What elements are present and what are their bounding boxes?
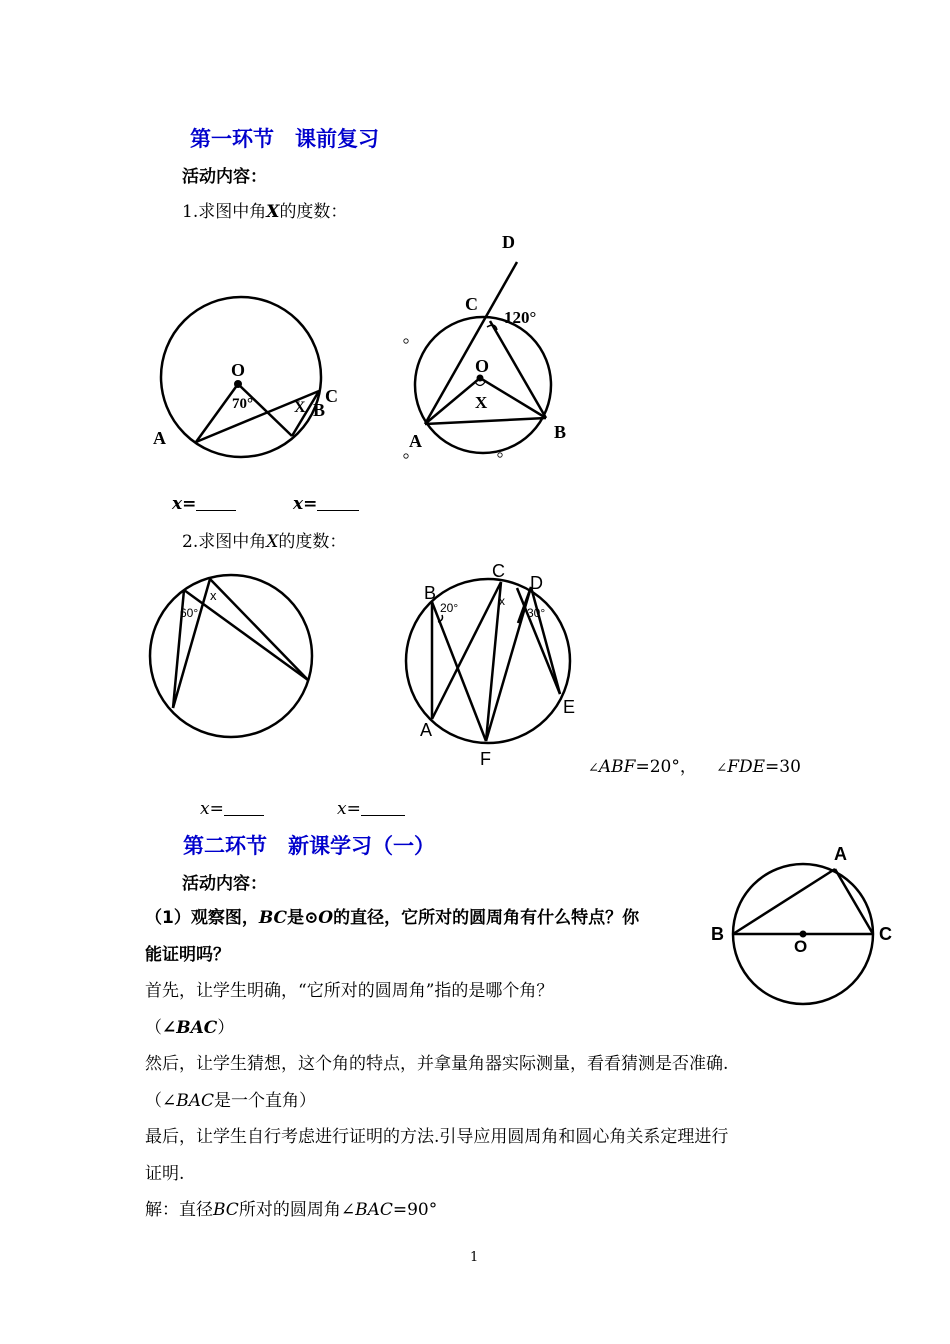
fig2-label-x: X	[475, 393, 488, 412]
fig4-angle-2: 30°	[527, 606, 546, 620]
fig2-label-c: C	[465, 294, 478, 314]
fig5-label-o: O	[794, 937, 808, 956]
paragraph-proof: 证明.	[145, 1164, 185, 1184]
fig1-angle: 70°	[232, 396, 253, 412]
fig5-label-a: A	[834, 844, 847, 864]
fig5-label-b: B	[711, 924, 724, 944]
fig1-label-a: A	[153, 428, 166, 448]
fig1-label-o: O	[231, 360, 246, 380]
fig1-label-x: X	[294, 399, 306, 416]
q1-answer-2: x=	[293, 494, 359, 514]
q2-angle-note: ∠ABF=20°， ∠FDE=30	[588, 757, 801, 777]
fig5-label-c: C	[879, 924, 892, 944]
activity-label-2: 活动内容：	[182, 874, 267, 894]
fig3-angle: 60°	[180, 606, 199, 620]
fig1-label-c: C	[325, 386, 338, 406]
question-2: 2.求图中角X的度数：	[182, 532, 347, 552]
fig2-label-a: A	[409, 431, 422, 451]
question-1: 1.求图中角X的度数：	[182, 202, 348, 222]
fig4-label-a: A	[420, 720, 433, 740]
activity-label-1: 活动内容：	[182, 167, 267, 187]
q2-answer-2: x=	[337, 799, 405, 819]
paragraph-then: 然后，让学生猜想，这个角的特点，并拿量角器实际测量，看看猜测是否准确.	[145, 1054, 729, 1074]
page-number: 1	[470, 1250, 479, 1265]
paragraph-first: 首先，让学生明确，“它所对的圆周角”指的是哪个角？	[145, 981, 554, 1001]
fig4-label-d: D	[530, 573, 543, 593]
fig2-angle: 120°	[504, 308, 537, 327]
q2-answer-1: x=	[200, 799, 264, 819]
paragraph-right-angle: （∠BAC是一个直角）	[145, 1091, 317, 1111]
paragraph-observe-line1: （1）观察图，BC是⊙O的直径，它所对的圆周角有什么特点？你	[145, 908, 640, 928]
fig4-label-e: E	[563, 697, 576, 717]
fig4-label-b: B	[424, 583, 437, 603]
fig4-angle-1: 20°	[440, 601, 459, 615]
paragraph-solution: 解：直径BC所对的圆周角∠BAC=90°	[145, 1200, 438, 1220]
section2-title: 第二环节 新课学习（一）	[183, 834, 435, 858]
fig2-label-b: B	[554, 422, 567, 442]
paragraph-angle-bac: （∠BAC）	[145, 1018, 235, 1038]
fig4-label-x: x	[499, 594, 505, 608]
paragraph-observe-line2: 能证明吗？	[145, 945, 230, 965]
section1-title: 第一环节 课前复习	[190, 127, 379, 151]
fig4-label-f: F	[480, 749, 491, 769]
fig2-label-d: D	[502, 232, 515, 252]
fig2-label-o: O	[475, 356, 490, 376]
fig3-label-x: x	[210, 588, 217, 603]
fig4-label-c: C	[492, 561, 505, 581]
fig1-label-b: B	[313, 400, 326, 420]
q1-answer-1: x=	[172, 494, 236, 514]
paragraph-finally: 最后，让学生自行考虑进行证明的方法.引导应用圆周角和圆心角关系定理进行	[145, 1127, 729, 1147]
